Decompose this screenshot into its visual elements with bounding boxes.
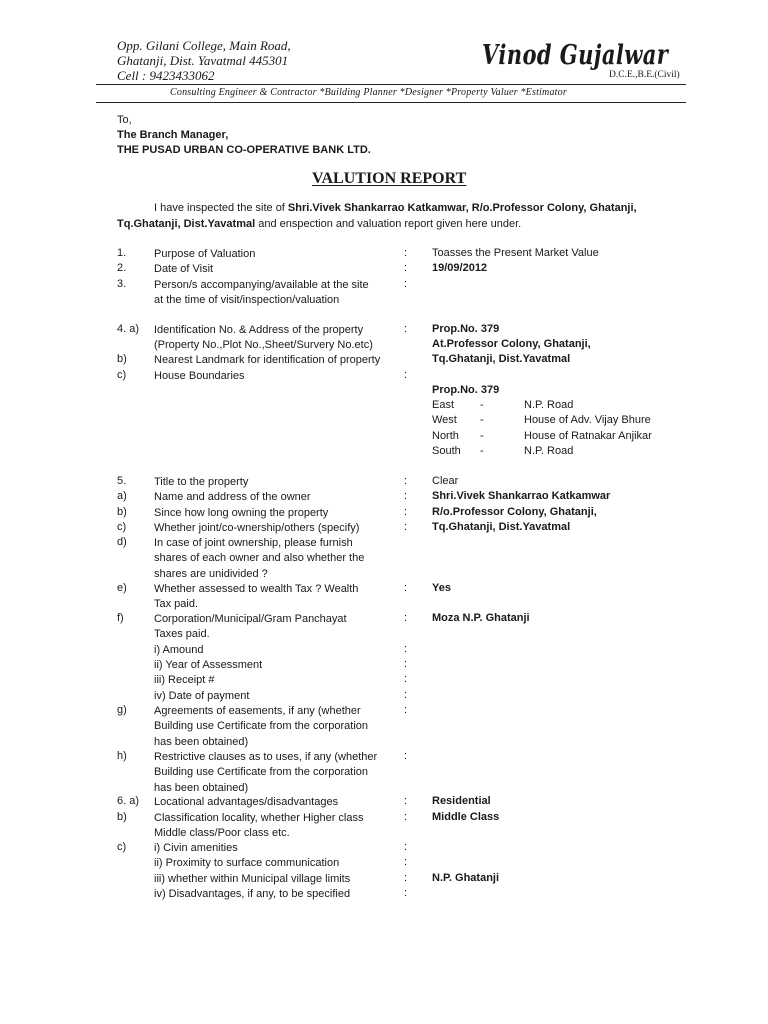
item-colon: : [404,856,408,868]
item-label-line: Title to the property [154,476,249,488]
item-label-line: Nearest Landmark for identification of property [154,354,381,366]
address-line-3: Cell : 9423433062 [117,68,215,83]
item-label-line: Restrictive clauses as to uses, if any (whether [154,751,378,763]
item-colon: : [404,673,408,685]
item-value: Clear [432,475,459,487]
item-colon: : [404,887,408,899]
item-label-line: iii) whether within Municipal village limits [154,873,351,885]
addressee-bank: THE PUSAD URBAN CO-OPERATIVE BANK LTD. [117,144,371,156]
item-label-line: Building use Certificate from the corporation [154,720,368,733]
item-label [154,673,215,688]
item-label-line: iv) Disadvantages, if any, to be specified [154,888,351,900]
boundary-direction: West [432,414,457,426]
item-label-line: Purpose of Valuation [154,248,256,260]
item-label [154,262,213,277]
item-label [154,521,359,536]
item-number: c) [117,369,127,381]
intro-part-1: I have inspected the site of [154,202,288,214]
letterhead-name: Vinod Gujalwar [482,40,669,71]
item-label [154,369,245,384]
item-number: b) [117,506,127,518]
item-colon: : [404,689,408,701]
item-label [154,353,380,368]
item-colon: : [404,247,408,259]
item-label [154,795,338,810]
item-colon: : [404,612,408,624]
item-label-line: ii) Proximity to surface communication [154,857,340,869]
boundary-dash: - [480,445,484,457]
address-line-2: Ghatanji, Dist. Yavatmal 445301 [117,53,289,68]
letterhead-address [117,38,291,83]
item-value: Prop.No. 379 [432,384,500,396]
item-number: a) [117,490,127,502]
item-label-line: Building use Certificate from the corporation [154,766,368,779]
item-colon: : [404,278,408,290]
report-title: VALUTION REPORT [312,170,467,187]
address-line-1: Opp. Gilani College, Main Road, [117,38,291,53]
item-label-line: In case of joint ownership, please furnish [154,537,353,549]
item-number: c) [117,521,127,533]
item-value: Middle Class [432,811,500,823]
item-label [154,612,347,643]
item-label-line: Since how long owning the property [154,507,329,519]
item-value: Toasses the Present Market Value [432,247,599,259]
item-label-line: (Property No.,Plot No.,Sheet/Survery No.etc) [154,339,373,352]
boundary-value: N.P. Road [524,399,574,411]
item-label [154,643,204,658]
boundary-value: House of Ratnakar Anjikar [524,430,652,442]
item-number: 6. a) [117,795,140,807]
boundary-direction: South [432,445,461,457]
item-value: Moza N.P. Ghatanji [432,612,530,624]
item-colon: : [404,704,408,716]
item-label-line: ii) Year of Assessment [154,659,263,671]
item-label-line: i) Civin amenities [154,842,238,854]
letterhead-bottom-rule [96,102,686,103]
item-value: Prop.No. 379 [432,323,500,335]
intro-paragraph [117,201,697,232]
item-label-line: has been obtained) [154,735,249,748]
item-value: Tq.Ghatanji, Dist.Yavatmal [432,521,571,533]
item-colon: : [404,521,408,533]
letterhead-tagline: Consulting Engineer & Contractor *Building Planner *Designer *Property Valuer *Estimator [170,87,567,98]
item-number: d) [117,536,127,548]
item-label [154,887,350,902]
boundary-dash: - [480,430,484,442]
item-label-line: has been obtained) [154,781,249,794]
item-number: e) [117,582,127,594]
item-label-line: Whether assessed to wealth Tax ? Wealth [154,583,359,595]
item-colon: : [404,323,408,335]
item-colon: : [404,582,408,594]
boundary-direction: East [432,399,455,411]
item-label-line: Middle class/Poor class etc. [154,827,290,840]
item-label [154,536,364,582]
boundary-direction: North [432,430,459,442]
item-number: 4. a) [117,323,140,335]
item-colon: : [404,369,408,381]
item-label-line: Date of Visit [154,263,214,275]
item-label-line: i) Amound [154,644,204,656]
item-colon: : [404,658,408,670]
item-label-line: at the time of visit/inspection/valuation [154,294,340,307]
item-label [154,841,238,856]
item-label-line: Name and address of the owner [154,491,311,503]
item-label-line: Taxes paid. [154,628,210,641]
boundary-dash: - [480,414,484,426]
addressee-to: To, [117,114,132,126]
item-label [154,475,248,490]
item-number: b) [117,353,127,365]
letterhead-top-rule [96,84,686,85]
item-label-line: Agreements of easements, if any (whether [154,705,361,717]
item-label [154,323,373,354]
item-label-line: iv) Date of payment [154,690,250,702]
item-value: Residential [432,795,491,807]
item-number: c) [117,841,127,853]
item-label [154,278,369,309]
item-colon: : [404,795,408,807]
item-colon: : [404,872,408,884]
letterhead-qualifications: D.C.E.,B.E.(Civil) [609,70,680,80]
item-label [154,750,377,796]
item-label [154,811,364,842]
item-value: R/o.Professor Colony, Ghatanji, [432,506,597,518]
item-value: Tq.Ghatanji, Dist.Yavatmal [432,353,571,365]
boundary-value: N.P. Road [524,445,574,457]
item-colon: : [404,475,408,487]
item-label-line: Locational advantages/disadvantages [154,796,339,808]
item-colon: : [404,841,408,853]
item-label [154,704,368,750]
item-value: Shri.Vivek Shankarrao Katkamwar [432,490,611,502]
item-colon: : [404,643,408,655]
item-number: g) [117,704,127,716]
item-label-line: shares of each owner and also whether the [154,552,365,565]
item-label-line: Whether joint/co-wnership/others (specify) [154,522,360,534]
item-value: At.Professor Colony, Ghatanji, [432,338,591,350]
boundary-value: House of Adv. Vijay Bhure [524,414,651,426]
item-colon: : [404,490,408,502]
item-number: 1. [117,247,127,259]
intro-part-2: and enspection and valuation report given here under. [255,217,522,230]
addressee-line-1: The Branch Manager, [117,129,229,141]
item-label-line: iii) Receipt # [154,674,215,686]
item-label [154,856,339,871]
item-label-line: Classification locality, whether Higher class [154,812,364,824]
item-number: 3. [117,278,127,290]
item-label [154,506,328,521]
item-number: 2. [117,262,127,274]
item-value: Yes [432,582,451,594]
item-value: N.P. Ghatanji [432,872,500,884]
item-label [154,247,255,262]
item-value: 19/09/2012 [432,262,488,274]
boundary-dash: - [480,399,484,411]
item-label-line: House Boundaries [154,370,245,382]
item-colon: : [404,262,408,274]
item-colon: : [404,750,408,762]
item-number: 5. [117,475,127,487]
item-label-line: shares are unidivided ? [154,567,268,580]
item-label [154,689,249,704]
item-number: f) [117,612,124,624]
item-number: b) [117,811,127,823]
item-label [154,658,262,673]
item-label [154,490,311,505]
item-label-line: Tax paid. [154,598,199,611]
item-label [154,872,350,887]
item-label-line: Person/s accompanying/available at the site [154,279,369,291]
item-label-line: Identification No. & Address of the property [154,324,364,336]
item-label-line: Corporation/Municipal/Gram Panchayat [154,613,347,625]
item-colon: : [404,506,408,518]
item-number: h) [117,750,127,762]
intro-owner: Shri.Vivek Shankarrao Katkamwar, R/o.Professor Colony, Ghatanji, Tq.Ghatanji, Dist.Yavatmal [117,202,637,230]
item-label [154,582,358,613]
item-colon: : [404,811,408,823]
